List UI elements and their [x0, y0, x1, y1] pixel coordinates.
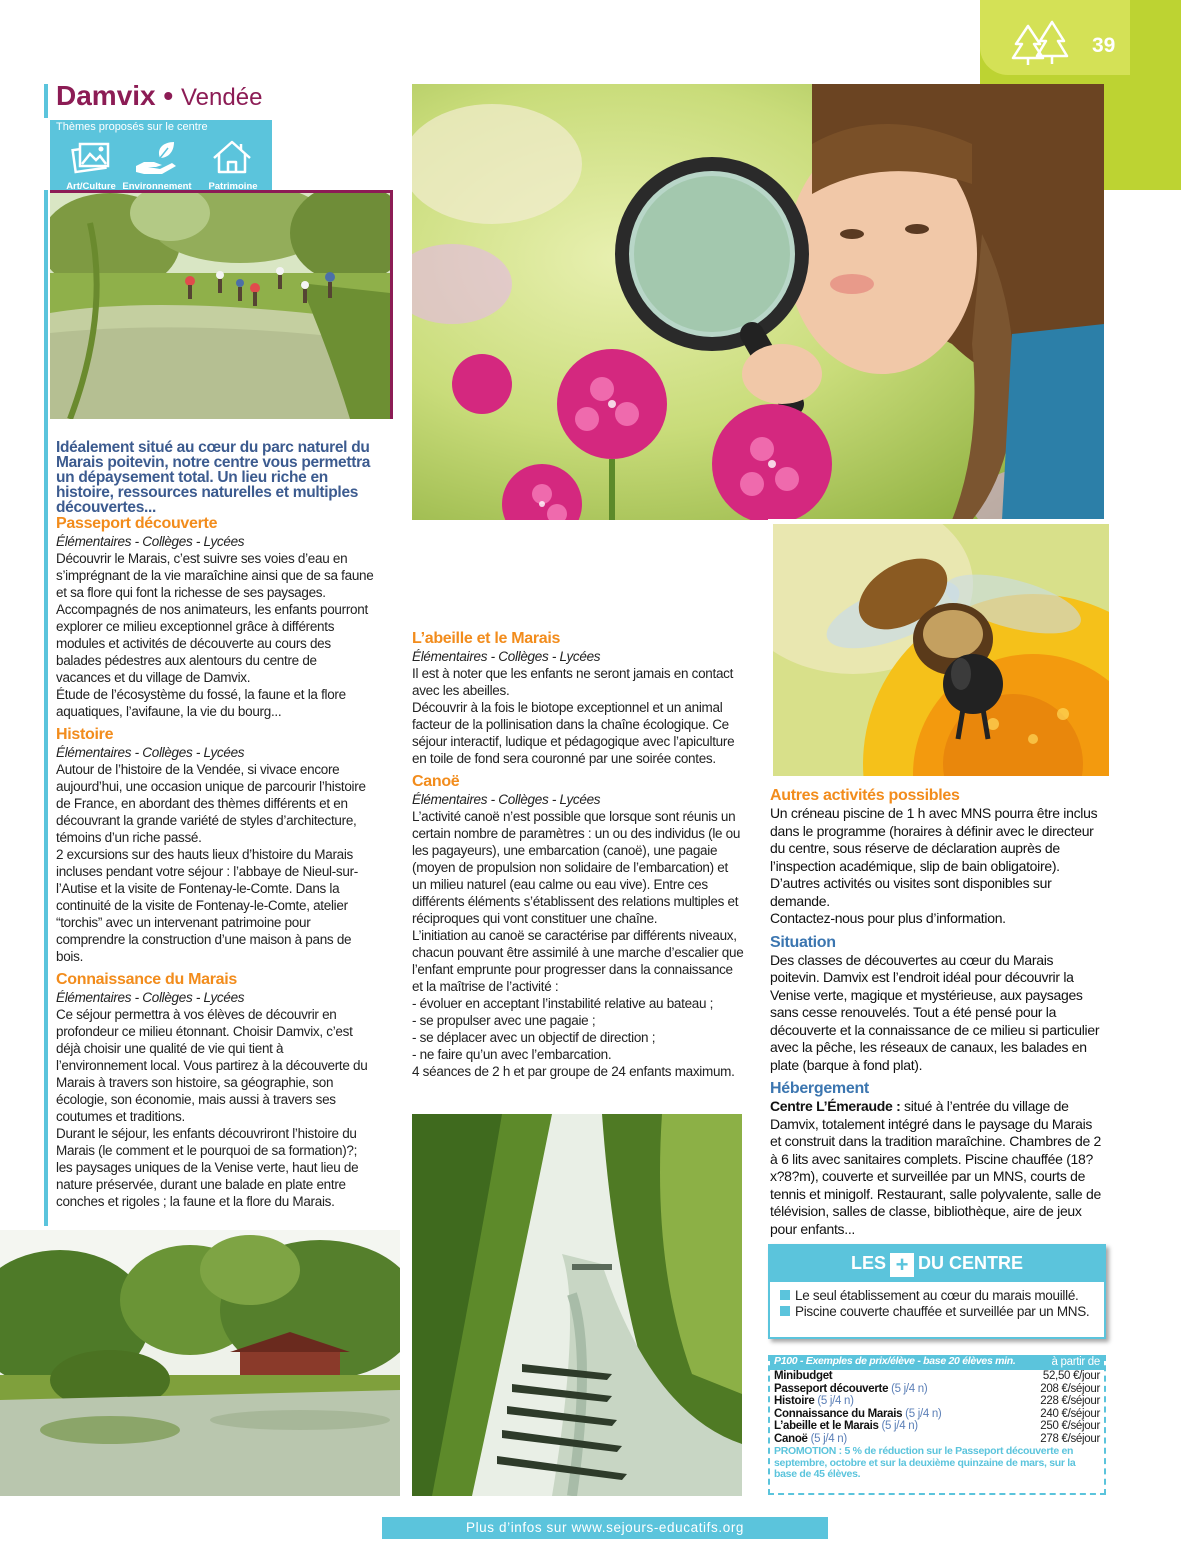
- advantages-header: [770, 1246, 1104, 1282]
- paragraph-text: situé à l’entrée du village de Damvix, totalement intégré dans le paysage du Marais et construit dans la tradition maraîchine. Chambres de 2 à 6 lits avec sanitaires complets. Piscine chauffée (18?x?8?m), couverte et surveillée par un MNS, courts de tennis et minigolf. Restaurant, salle polyvalente, salle de télévision, salles de classe, bibliothèque, aire de jeux pour enfants...: [770, 1098, 1102, 1237]
- section-paragraph: Contactez-nous pour plus d’information.: [770, 910, 1006, 926]
- advantage-text: Piscine couverte chauffée et surveillée par un MNS.: [795, 1304, 1090, 1319]
- section-title: Situation: [770, 933, 836, 951]
- section-paragraph: Durant le séjour, les enfants découvriront l’histoire du Marais (le comment et le pourquoi de sa formation)?; les paysages uniques de la Venise verte, haut lieu de nature préservée, durant une balade en plate entre conches et rigoles ; la faune et la flore du Marais.: [56, 1126, 359, 1209]
- section-paragraph: [770, 1098, 1106, 1238]
- price-row: [770, 1383, 1104, 1396]
- advantages-title-before: LES: [850, 1253, 886, 1273]
- theme-label: Environnement: [122, 181, 192, 192]
- middle-column: [412, 630, 744, 1080]
- section-title: Histoire: [56, 726, 114, 743]
- section-paragraph: Il est à noter que les enfants ne seront jamais en contact avec les abeilles.: [412, 666, 734, 698]
- title-region: Vendée: [181, 84, 263, 111]
- advantages-title: [770, 1253, 1104, 1277]
- advantage-item: [780, 1288, 1100, 1304]
- price-row: [770, 1408, 1104, 1421]
- left-column: [56, 440, 374, 1210]
- section-paragraph: L’activité canoë n’est possible que lorsque sont réunis un certain nombre de paramètres : un ou des individus (le ou les pagayeurs), une embarcation (canoë), une pagaie (moyen de propulsion non solidaire de l’embarcation) et un milieu naturel (eau calme ou eau vive). Entre ces différents éléments s’établissent des relations multiples et réciproques qui vont constituer une chaîne.: [412, 809, 741, 926]
- advantage-text: Le seul établissement au cœur du marais mouillé.: [795, 1288, 1079, 1303]
- price-duration: (5 j/4 n): [810, 1432, 847, 1445]
- section-title: Canoë: [412, 773, 460, 790]
- section-title: Hébergement: [770, 1080, 869, 1097]
- footer-bar: [382, 1517, 828, 1539]
- bullet-square-icon: [780, 1306, 790, 1316]
- section-hebergement: [770, 1080, 1106, 1238]
- prices-header: [770, 1355, 1104, 1370]
- section-paragraph: - se déplacer avec un objectif de direction ;: [412, 1030, 656, 1045]
- price-name: Minibudget: [774, 1370, 833, 1382]
- section-paragraph: 4 séances de 2 h et par groupe de 24 enfants maximum.: [412, 1064, 735, 1079]
- section-autres-activites: [770, 787, 1106, 928]
- page-number: 39: [1092, 34, 1116, 57]
- price-duration: (5 j/4 n): [881, 1420, 918, 1432]
- promotion-text: PROMOTION : 5 % de réduction sur le Passeport découverte en septembre, octobre et sur la deuxième quinzaine de mars, sur la base de 45 élèves.: [774, 1445, 1076, 1480]
- section-paragraph: Autour de l’histoire de la Vendée, si vivace encore aujourd’hui, une occasion unique de parcourir l’histoire de France, en abordant des thèmes différents et en découvrant la grande variété de styles d’architecture, témoins d’un riche passé.: [56, 762, 366, 845]
- advantage-item: [780, 1304, 1100, 1320]
- section-paragraph: Découvrir le Marais, c’est suivre ses voies d’eau en s’imprégnant de la vie maraîchine ainsi que de sa faune et sa flore qui font la richesse de ses paysages.: [56, 551, 374, 600]
- section-level: Élémentaires - Collèges - Lycées: [56, 534, 245, 549]
- heritage-icon: [210, 138, 256, 178]
- lead-text: Centre L’Émeraude :: [770, 1098, 901, 1114]
- title-separator: •: [163, 80, 174, 111]
- price-name: Histoire: [774, 1395, 815, 1407]
- section-histoire: [56, 726, 374, 965]
- title-town: Damvix: [56, 80, 156, 111]
- section-level: Élémentaires - Collèges - Lycées: [412, 792, 601, 807]
- price-name: Canoë: [774, 1432, 808, 1445]
- art-culture-icon: [68, 138, 114, 178]
- footer-link[interactable]: Plus d’infos sur www.sejours-educatifs.org: [465, 1520, 745, 1535]
- section-passeport: [56, 515, 374, 720]
- section-paragraph: Des classes de découvertes au cœur du Marais poitevin. Damvix est l’endroit idéal pour découvrir la Venise verte, magique et mystérieuse, aux paysages sans cesse renouvelés. Tout a été pensé pour la découverte et la connaissance de ce milieu si particulier avec la pêche, les réseaux de canaux, les balades en plate (barque à fond plat).: [770, 951, 1100, 1073]
- photo-lake-cabin: [0, 1230, 400, 1496]
- price-value: 208 €/séjour: [1040, 1382, 1100, 1395]
- section-paragraph: Découvrir à la fois le biotope exceptionnel et un animal facteur de la pollinisation dans la chaîne écologique. Ce séjour interactif, ludique et pédagogique avec l’apiculture en toile de fond sera couronné par une soirée contes.: [412, 700, 735, 766]
- page-title: [56, 80, 262, 112]
- section-paragraph: - ne faire qu’un avec l’embarcation.: [412, 1047, 612, 1062]
- prices-from-label: à partir de: [1051, 1356, 1100, 1368]
- price-name: Connaissance du Marais: [774, 1407, 903, 1420]
- section-paragraph: D’autres activités ou visites sont disponibles sur demande.: [770, 875, 1052, 909]
- price-row: [770, 1370, 1104, 1383]
- section-paragraph: - évoluer en acceptant l’instabilité relative au bateau ;: [412, 996, 714, 1011]
- theme-heritage: [198, 138, 268, 192]
- theme-label: Patrimoine: [208, 181, 258, 192]
- section-level: Élémentaires - Collèges - Lycées: [56, 745, 245, 760]
- section-paragraph: L’initiation au canoë se caractérise par différents niveaux, chacun pouvant être assimilé à une marche d’escalier que l’enfant emprunte pour progresser dans la connaissance et la maîtrise de l’activité :: [412, 928, 744, 994]
- price-value: 52,50 €/jour: [1042, 1370, 1100, 1382]
- section-level: Élémentaires - Collèges - Lycées: [56, 990, 245, 1005]
- trees-icon: [1010, 20, 1072, 66]
- price-value: 240 €/séjour: [1040, 1407, 1100, 1420]
- photo-children-park: [50, 190, 393, 419]
- photo-canal-boats: [412, 1114, 742, 1496]
- prices-box: [768, 1355, 1106, 1495]
- theme-environment: [122, 138, 192, 192]
- themes-heading: Thèmes proposés sur le centre: [56, 121, 208, 133]
- section-abeille: [412, 630, 744, 767]
- advantages-box: [768, 1244, 1106, 1339]
- section-paragraph: Un créneau piscine de 1 h avec MNS pourra être inclus dans le programme (horaires à définir avec le directeur du centre, sous réserve de déclaration auprès de l’inspection académique, slip de bain obligatoire).: [770, 805, 1098, 874]
- section-situation: [770, 934, 1106, 1075]
- section-canoe: [412, 773, 744, 1080]
- environment-icon: [134, 138, 180, 178]
- photo-bee-flower: [768, 519, 1109, 776]
- section-paragraph: Étude de l’écosystème du fossé, la faune et la flore aquatiques, l’avifaune, la vie du bourg...: [56, 687, 346, 719]
- price-name: L’abeille et le Marais: [774, 1420, 879, 1432]
- bullet-square-icon: [780, 1290, 790, 1300]
- section-paragraph: - se propulser avec une pagaie ;: [412, 1013, 596, 1028]
- photo-girl-magnifier: [412, 84, 1104, 520]
- right-column: [770, 787, 1106, 1238]
- section-paragraph: Accompagnés de nos animateurs, les enfants pourront explorer ce milieu exceptionnel grâce à différents modules et activités de découverte au cours des balades pédestres aux alentours du centre de vacances et du village de Damvix.: [56, 602, 368, 685]
- title-accent-bar: [44, 84, 48, 118]
- left-column-bar: [44, 190, 48, 1226]
- price-duration: (5 j/4 n): [891, 1382, 928, 1395]
- price-value: 250 €/séjour: [1040, 1420, 1100, 1432]
- price-duration: (5 j/4 n): [905, 1407, 942, 1420]
- section-title: Connaissance du Marais: [56, 971, 238, 988]
- plus-icon: +: [890, 1253, 914, 1277]
- section-title: Autres activités possibles: [770, 787, 960, 804]
- section-paragraph: 2 excursions sur des hauts lieux d’histoire du Marais incluses pendant votre séjour : l’abbaye de Nieul-sur-l’Autise et la visite de Fontenay-le-Comte. Dans la continuité de la visite de Fontenay-le-Comte, atelier “torchis” avec un intervenant patrimoine pour comprendre la construction d’une maison à pans de bois.: [56, 847, 358, 964]
- section-paragraph: Ce séjour permettra à vos élèves de découvrir en profondeur ce milieu étonnant. Choisir Damvix, c’est déjà choisir une qualité de vie qui tient à l’environnement local. Vous partirez à la découverte du Marais à travers son histoire, sa géographie, son écologie, son économie, mais aussi à travers ses coutumes et traditions.: [56, 1007, 368, 1124]
- price-value: 228 €/séjour: [1040, 1395, 1100, 1407]
- prices-reference: P100 - Exemples de prix/élève - base 20 élèves min.: [774, 1355, 1016, 1367]
- intro-text: Idéalement situé au cœur du parc naturel du Marais poitevin, notre centre vous permettra un dépaysement total. Un lieu riche en histoire, ressources naturelles et multiples découvertes...: [56, 439, 371, 516]
- price-row: [770, 1420, 1104, 1433]
- theme-label: Art/Culture: [66, 181, 116, 192]
- section-connaissance: [56, 971, 374, 1210]
- section-title: L’abeille et le Marais: [412, 630, 561, 647]
- price-row: [770, 1395, 1104, 1408]
- advantages-title-after: DU CENTRE: [918, 1253, 1024, 1273]
- price-name: Passeport découverte: [774, 1382, 889, 1395]
- price-value: 278 €/séjour: [1040, 1432, 1100, 1445]
- theme-art-culture: [56, 138, 126, 192]
- price-row: [770, 1433, 1104, 1446]
- section-title: Passeport découverte: [56, 515, 218, 532]
- price-duration: (5 j/4 n): [817, 1395, 854, 1407]
- section-level: Élémentaires - Collèges - Lycées: [412, 649, 601, 664]
